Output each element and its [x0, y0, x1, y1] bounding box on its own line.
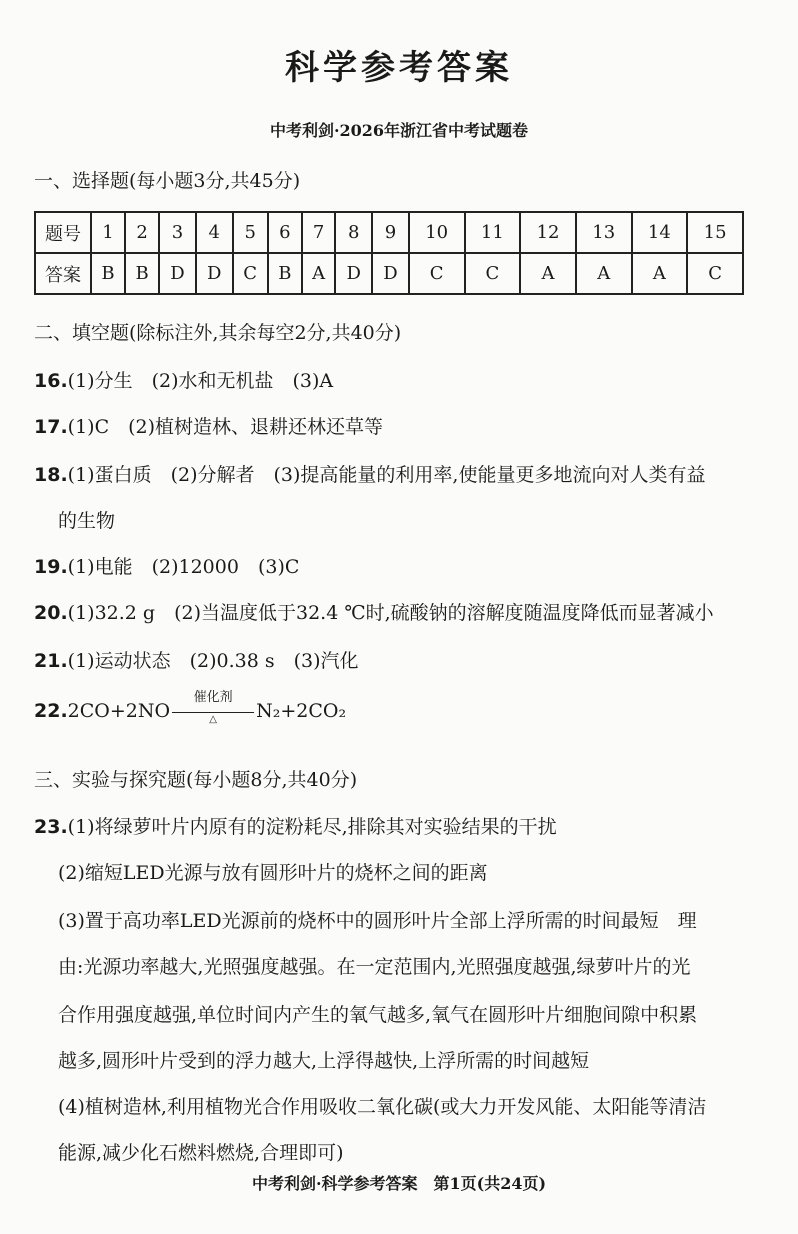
question-number: 16. [34, 370, 68, 392]
answer-text: 能源,减少化石燃料燃烧,合理即可) [58, 1142, 344, 1164]
table-cell: B [125, 253, 159, 294]
answer-text: (1)运动状态 (2)0.38 s (3)汽化 [67, 650, 359, 672]
table-row [35, 253, 743, 294]
catalyst-label: 催化剂 [193, 690, 233, 705]
reaction-arrow [172, 690, 254, 725]
table-cell: A [632, 253, 688, 294]
table-cell: C [687, 253, 743, 294]
question-number: 22. [34, 700, 68, 722]
question-number: 21. [34, 650, 68, 672]
answer-text: 越多,圆形叶片受到的浮力越大,上浮得越快,上浮所需的时间越短 [58, 1050, 590, 1072]
table-cell: 2 [125, 212, 159, 253]
table-cell: A [576, 253, 632, 294]
table-cell: 13 [576, 212, 632, 253]
question-22 [34, 690, 347, 725]
question-20 [34, 598, 714, 625]
table-cell: 3 [159, 212, 196, 253]
table-cell: A [520, 253, 576, 294]
heat-condition: △ [209, 714, 217, 725]
question-19 [34, 552, 299, 579]
answer-text: (1)将绿萝叶片内原有的淀粉耗尽,排除其对实验结果的干扰 [67, 816, 557, 838]
section-heading-fill: 二、填空题(除标注外,其余每空2分,共40分) [34, 322, 402, 344]
question-16 [34, 366, 333, 393]
answer-text: 合作用强度越强,单位时间内产生的氧气越多,氧气在圆形叶片细胞间隙中积累 [58, 1004, 698, 1026]
table-cell: C [233, 253, 268, 294]
table-cell: D [335, 253, 372, 294]
table-cell: A [302, 253, 336, 294]
question-number: 17. [34, 416, 68, 438]
table-cell: 6 [268, 212, 302, 253]
question-number: 23. [34, 816, 68, 838]
equation-products: N₂+2CO₂ [256, 700, 347, 722]
question-number: 19. [34, 556, 68, 578]
answer-continuation: 的生物 [58, 510, 116, 532]
question-18 [34, 460, 705, 487]
answer-text: 由:光源功率越大,光照强度越强。在一定范围内,光照强度越强,绿萝叶片的光 [58, 956, 691, 978]
table-cell: B [268, 253, 302, 294]
answer-text: (1)C (2)植树造林、退耕还林还草等 [67, 416, 384, 438]
table-cell: D [196, 253, 233, 294]
table-cell: 15 [687, 212, 743, 253]
row-label: 题号 [35, 212, 91, 253]
answer-text: (3)置于高功率LED光源前的烧杯中的圆形叶片全部上浮所需的时间最短 理 [58, 910, 697, 932]
answer-text: (1)蛋白质 (2)分解者 (3)提高能量的利用率,使能量更多地流向对人类有益 [67, 464, 706, 486]
question-17 [34, 412, 383, 439]
table-cell: D [159, 253, 196, 294]
table-cell: C [409, 253, 465, 294]
answer-text: (1)分生 (2)水和无机盐 (3)A [67, 370, 334, 392]
question-23 [34, 812, 557, 839]
table-cell: 11 [465, 212, 521, 253]
table-cell: 4 [196, 212, 233, 253]
answer-text: (2)缩短LED光源与放有圆形叶片的烧杯之间的距离 [58, 862, 488, 884]
section-heading-experiment: 三、实验与探究题(每小题8分,共40分) [34, 769, 358, 791]
table-cell: 10 [409, 212, 465, 253]
row-label: 答案 [35, 253, 91, 294]
answer-text: (1)32.2 g (2)当温度低于32.4 ℃时,硫酸钠的溶解度随温度降低而显著减小 [67, 602, 714, 624]
question-21 [34, 646, 359, 673]
table-cell: 1 [91, 212, 125, 253]
table-cell: 7 [302, 212, 336, 253]
exam-subtitle: 中考利剑·2026年浙江省中考试题卷 [269, 121, 529, 140]
question-number: 18. [34, 464, 68, 486]
equation-reactants: 2CO+2NO [67, 700, 171, 722]
table-cell: 9 [372, 212, 409, 253]
table-cell: 12 [520, 212, 576, 253]
page-title: 科学参考答案 [285, 48, 513, 88]
question-number: 20. [34, 602, 68, 624]
section-heading-choice: 一、选择题(每小题3分,共45分) [34, 170, 301, 192]
table-row [35, 212, 743, 253]
answer-table [34, 211, 744, 295]
page-footer: 中考利剑·科学参考答案 第1页(共24页) [251, 1174, 547, 1193]
table-cell: 5 [233, 212, 268, 253]
answer-text: (4)植树造林,利用植物光合作用吸收二氧化碳(或大力开发风能、太阳能等清洁 [58, 1096, 707, 1118]
reaction-line [172, 712, 254, 713]
table-cell: B [91, 253, 125, 294]
answer-text: (1)电能 (2)12000 (3)C [67, 556, 300, 578]
table-cell: D [372, 253, 409, 294]
table-cell: 8 [335, 212, 372, 253]
table-cell: 14 [632, 212, 688, 253]
table-cell: C [465, 253, 521, 294]
